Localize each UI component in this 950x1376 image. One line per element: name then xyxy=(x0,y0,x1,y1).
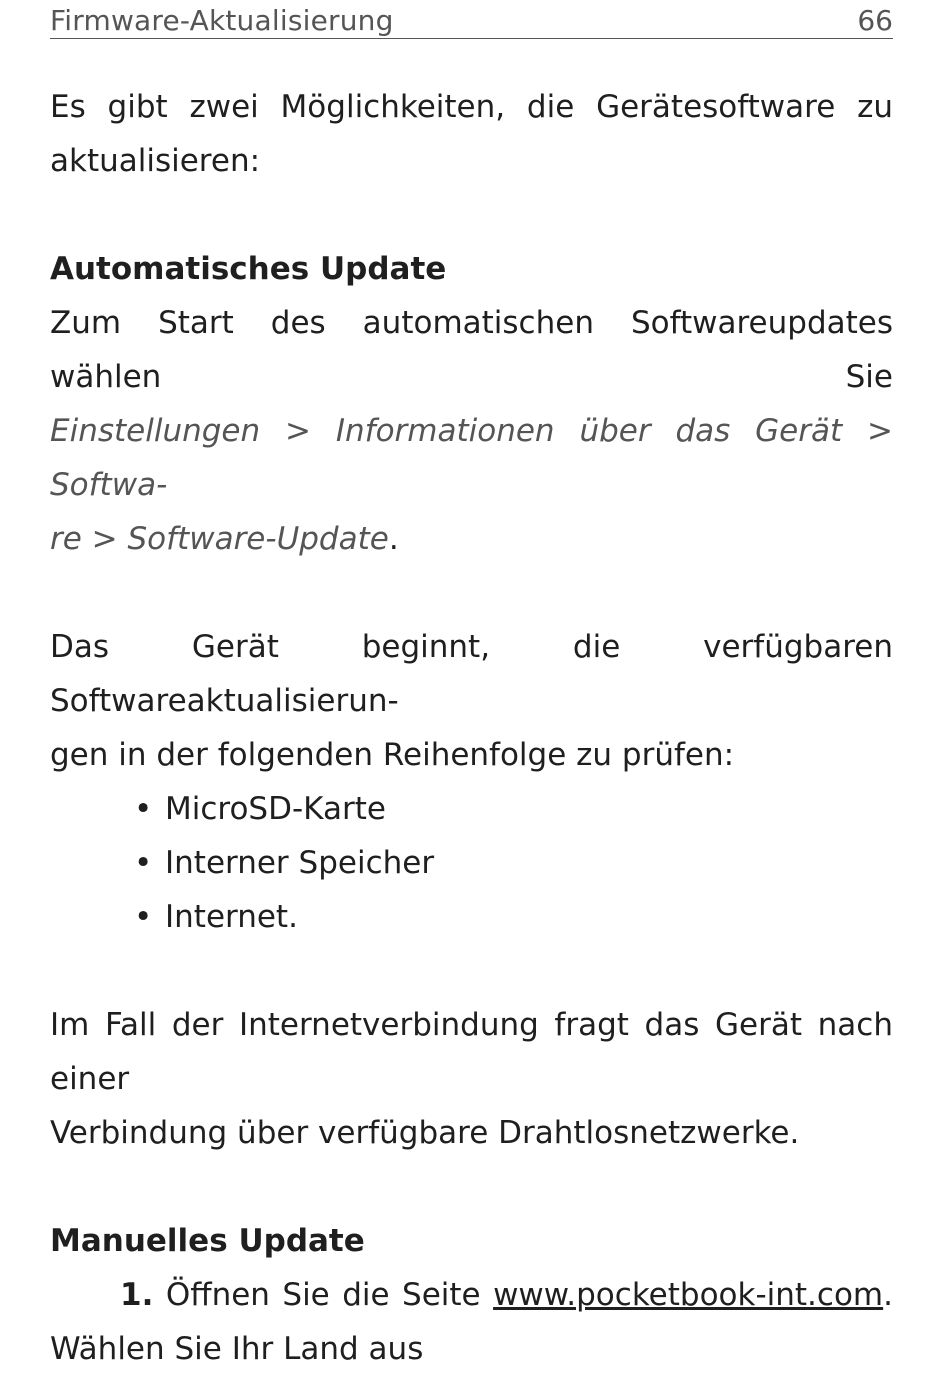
update-sources-list xyxy=(50,782,893,944)
pocketbook-website-link[interactable]: www.pocketbook-int.com xyxy=(493,1277,884,1313)
check-line-2: gen in der folgenden Reihenfolge zu prüfen: xyxy=(50,737,735,773)
list-item xyxy=(50,782,893,836)
list-item xyxy=(50,836,893,890)
internet-line-1: Im Fall der Internetverbindung fragt das Gerät nach einer xyxy=(50,1007,893,1097)
list-item xyxy=(50,890,893,944)
intro-line-2: aktualisieren: xyxy=(50,143,261,179)
step-number: 1. xyxy=(120,1277,154,1313)
period: . xyxy=(883,1277,893,1313)
period: . xyxy=(388,521,399,557)
settings-path-line-2 xyxy=(50,512,893,566)
auto-update-line-1: Zum Start des automatischen Softwareupdates wählen Sie xyxy=(50,305,893,395)
manual-update-heading: Manuelles Update xyxy=(50,1223,365,1259)
page-body xyxy=(50,80,893,1376)
manual-step-1-line-2: Wählen Sie Ihr Land aus xyxy=(50,1331,424,1367)
list-item-label: MicroSD-Karte xyxy=(165,791,386,827)
auto-update-heading: Automatisches Update xyxy=(50,251,447,287)
settings-path-line-1: Einstellungen > Informationen über das Gerät > Softwa- xyxy=(50,413,893,503)
check-line-1: Das Gerät beginnt, die verfügbaren Softwareaktualisierun- xyxy=(50,629,893,719)
step-text: Öffnen Sie die Seite xyxy=(165,1277,481,1313)
internet-line-2: Verbindung über verfügbare Drahtlosnetzwerke. xyxy=(50,1115,800,1151)
chapter-title: Firmware-Aktualisierung xyxy=(50,4,394,37)
bullet-icon: • xyxy=(134,899,153,935)
page-number: 66 xyxy=(857,4,893,37)
list-item-label: Internet. xyxy=(165,899,298,935)
settings-path-end: re > Software-Update xyxy=(50,521,389,557)
bullet-icon: • xyxy=(134,791,153,827)
bullet-icon: • xyxy=(134,845,153,881)
manual-step-1 xyxy=(50,1268,893,1322)
list-item-label: Interner Speicher xyxy=(165,845,435,881)
running-header xyxy=(50,0,893,39)
intro-line-1: Es gibt zwei Möglichkeiten, die Gerätesoftware zu xyxy=(50,89,893,125)
